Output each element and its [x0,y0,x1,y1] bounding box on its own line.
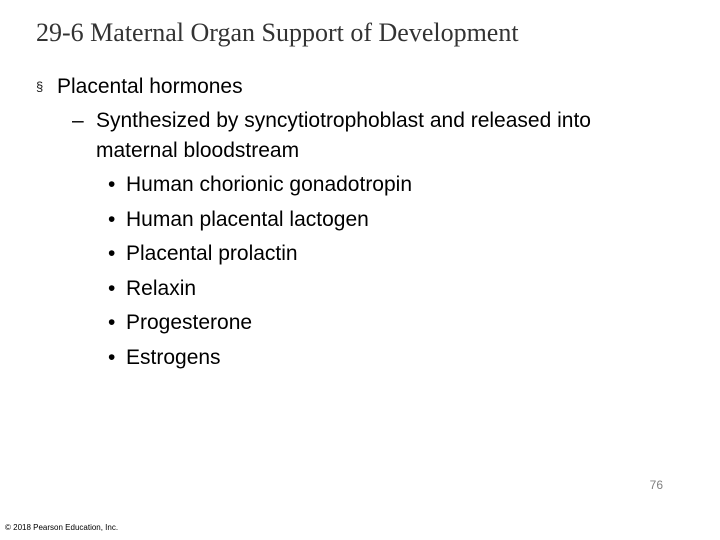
copyright-notice: © 2018 Pearson Education, Inc. [5,523,119,532]
dot-bullet-icon: • [108,311,116,335]
list-item [36,308,696,343]
bullet-level-1-text: Placental hormones [57,75,243,98]
square-bullet-icon: § [36,79,44,94]
dot-bullet-icon: • [108,276,116,300]
slide-title: 29-6 Maternal Organ Support of Development [36,18,519,47]
page-number: 76 [649,478,663,492]
dot-bullet-icon: • [108,207,116,231]
dot-bullet-icon: • [108,242,116,266]
bullet-level-2-line-2: maternal bloodstream [96,139,300,162]
dash-bullet-icon: – [72,109,84,132]
bullet-level-2-line-1: Synthesized by syncytiotrophoblast and released into [96,109,591,132]
list-item [36,170,696,205]
list-item [36,274,696,309]
list-item-text: Progesterone [126,311,253,335]
slide-body [36,72,696,378]
dot-bullet-icon: • [108,345,116,369]
bullet-level-2 [36,106,696,166]
list-item-text: Human placental lactogen [126,207,369,231]
list-item-text: Placental prolactin [126,242,298,266]
list-item [36,205,696,240]
list-item-text: Estrogens [126,345,221,369]
list-item [36,239,696,274]
list-item [36,343,696,378]
list-item-text: Human chorionic gonadotropin [126,173,413,196]
list-item-text: Relaxin [126,276,197,300]
dot-bullet-icon: • [108,173,116,196]
bullet-level-1 [36,72,696,102]
hormone-list [36,170,696,378]
